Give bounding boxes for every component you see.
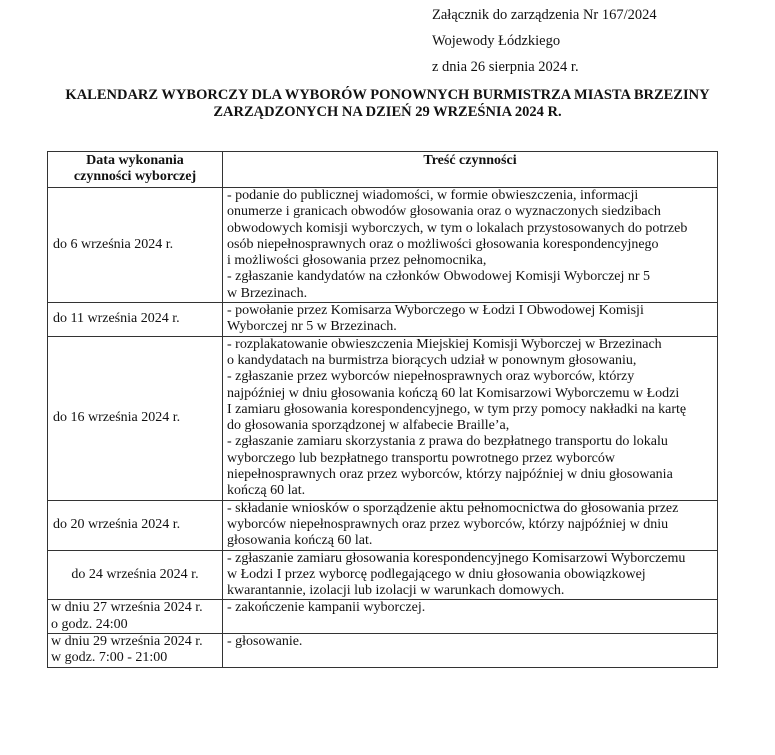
content-cell <box>223 600 718 634</box>
content-line: - zgłaszanie zamiaru głosowania korespondencyjnego Komisarzowi Wyborczemu <box>227 550 686 566</box>
election-calendar-table <box>47 151 718 668</box>
content-line: I zamiaru głosowania korespondencyjnego, w tym przy pomocy nakładki na kartę <box>227 401 687 417</box>
content-line: - głosowanie. <box>227 634 303 650</box>
content-line: onumerze i granicach obwodów głosowania oraz o wyznaczonych siedzibach <box>227 204 661 220</box>
content-line: obwodowych komisji wyborczych, w tym o lokalach przystosowanych do potrzeb <box>227 220 688 236</box>
table-row <box>48 500 718 550</box>
table-row <box>48 303 718 337</box>
table-row <box>48 336 718 500</box>
title-line: KALENDARZ WYBORCZY DLA WYBORÓW PONOWNYCH BURMISTRZA MIASTA BRZEZINY <box>65 87 710 103</box>
content-cell <box>223 188 718 303</box>
time-text: w godz. 7:00 - 21:00 <box>51 650 168 666</box>
content-line: niepełnosprawnych oraz przez wyborców, którzy najpóźniej w dniu głosowania <box>227 467 673 483</box>
content-line: - składanie wniosków o sporządzenie aktu pełnomocnictwa do głosowania przez <box>227 500 679 516</box>
date-cell <box>48 188 223 303</box>
table-row <box>48 188 718 303</box>
annex-line: Wojewody Łódzkiego <box>432 33 561 49</box>
content-line: najpóźniej w dniu głosowania kończą 60 lat Komisarzowi Wyborczemu w Łodzi <box>227 385 680 401</box>
content-line: kwarantannie, izolacji lub izolacji w warunkach domowych. <box>227 583 565 599</box>
content-cell <box>223 550 718 600</box>
content-line: kończą 60 lat. <box>227 483 306 499</box>
date-cell <box>48 336 223 500</box>
date-text: do 16 września 2024 r. <box>53 410 181 425</box>
table-header-row <box>48 152 718 188</box>
content-line: - rozplakatowanie obwieszczenia Miejskiej Komisji Wyborczej w Brzezinach <box>227 336 662 352</box>
date-text: w dniu 29 września 2024 r. <box>51 634 203 650</box>
annex-line: Załącznik do zarządzenia Nr 167/2024 <box>432 7 657 23</box>
content-line: - zgłaszanie kandydatów na członków Obwodowej Komisji Wyborczej nr 5 <box>227 269 651 285</box>
annex-header <box>432 2 657 80</box>
date-text: do 20 września 2024 r. <box>53 516 181 532</box>
date-cell <box>48 303 223 337</box>
date-text: do 11 września 2024 r. <box>53 311 180 327</box>
table-row <box>48 600 718 634</box>
content-line: wyborczego lub bezpłatnego transportu powrotnego przez wyborców <box>227 450 615 466</box>
content-cell <box>223 500 718 550</box>
header-date <box>48 152 223 188</box>
title-line: ZARZĄDZONYCH NA DZIEŃ 29 WRZEŚNIA 2024 R. <box>213 104 562 120</box>
content-line: - powołanie przez Komisarza Wyborczego w Łodzi I Obwodowej Komisji <box>227 303 644 319</box>
content-line: w Brzezinach. <box>227 285 308 301</box>
annex-line: z dnia 26 sierpnia 2024 r. <box>432 59 579 75</box>
content-line: o kandydatach na burmistrza biorących udział w ponownym głosowaniu, <box>227 352 637 368</box>
date-cell <box>48 634 223 668</box>
content-cell <box>223 336 718 500</box>
content-line: w Łodzi I przez wyborcę podlegającego w dniu głosowania obowiązkowej <box>227 566 646 582</box>
date-cell <box>48 600 223 634</box>
header-content <box>223 152 718 188</box>
table-row <box>48 634 718 668</box>
content-line: - zgłaszanie zamiaru skorzystania z prawa do bezpłatnego transportu do lokalu <box>227 434 668 450</box>
date-cell <box>48 550 223 600</box>
header-date-line: czynności wyborczej <box>73 169 197 185</box>
header-content-label: Treść czynności <box>423 153 517 168</box>
content-line: - zakończenie kampanii wyborczej. <box>227 600 426 616</box>
time-text: o godz. 24:00 <box>51 616 128 632</box>
content-line: do głosowania sporządzonej w alfabecie Braille’a, <box>227 418 510 434</box>
content-line: - podanie do publicznej wiadomości, w formie obwieszczenia, informacji <box>227 188 639 203</box>
content-line: - zgłaszanie przez wyborców niepełnosprawnych oraz wyborców, którzy <box>227 369 635 385</box>
content-line: Wyborczej nr 5 w Brzezinach. <box>227 319 397 335</box>
content-line: i możliwości głosowania przez pełnomocnika, <box>227 253 487 269</box>
document-title <box>20 87 755 121</box>
content-cell <box>223 634 718 668</box>
date-cell <box>48 500 223 550</box>
date-text: do 24 września 2024 r. <box>71 566 199 582</box>
content-line: wyborców niepełnosprawnych oraz przez wyborców, którzy najpóźniej w dniu <box>227 516 669 532</box>
content-line: głosowania kończą 60 lat. <box>227 533 373 549</box>
date-text: do 6 września 2024 r. <box>53 236 174 252</box>
header-date-line: Data wykonania <box>86 153 184 168</box>
content-line: osób niepełnosprawnych oraz o możliwości głosowania korespondencyjnego <box>227 236 659 252</box>
content-cell <box>223 303 718 337</box>
date-text: w dniu 27 września 2024 r. <box>51 600 203 616</box>
table-row <box>48 550 718 600</box>
